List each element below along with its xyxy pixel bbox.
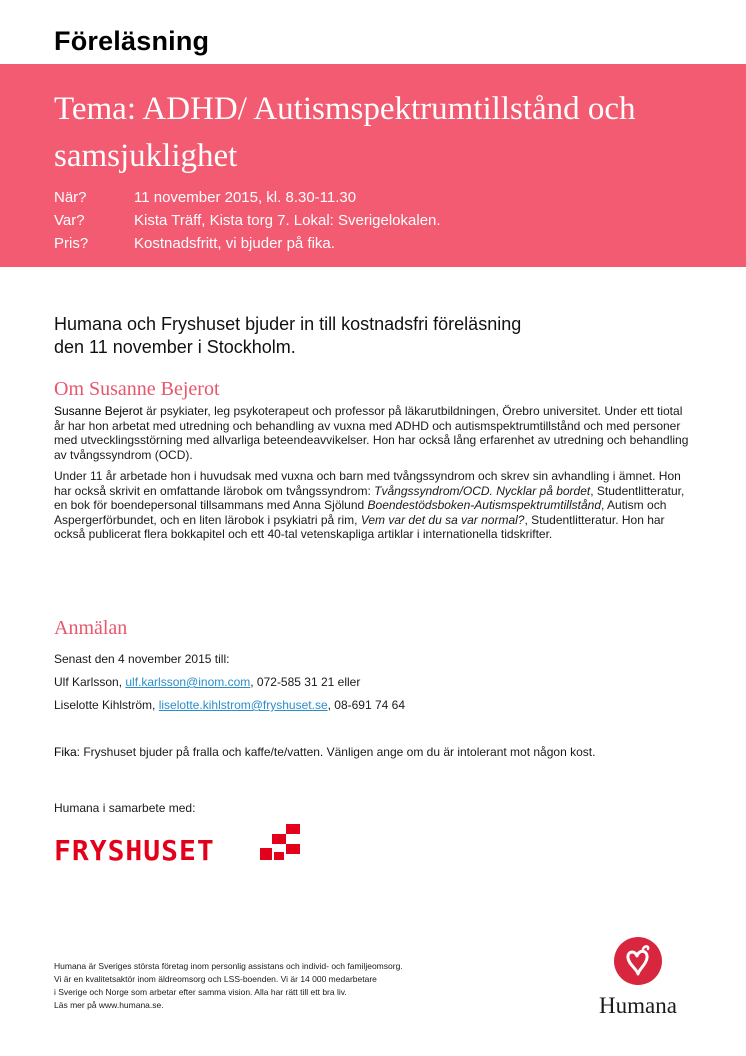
footer-line: Läs mer på www.humana.se.	[54, 1000, 164, 1010]
paragraph-text: är psykiater, leg psykoterapeut och professor på läkarutbildningen, Örebro universitet. Under ett tiotal år har hon arbetat med utredning och behandling av vuxna med ADHD och autismspektrumtillstånd och med personer med utvecklingsstörning med allvarliga beteendeavvikelser. Hon har också lång erfarenhet av utredning och behandling av tvångssyndrom (OCD).	[54, 404, 689, 462]
registration-deadline: Senast den 4 november 2015 till:	[54, 652, 230, 666]
email-link[interactable]: ulf.karlsson@inom.com	[125, 675, 251, 689]
intro-line: den 11 november i Stockholm.	[54, 337, 296, 357]
registration-heading: Anmälan	[54, 617, 128, 639]
humana-wordmark: Humana	[599, 993, 677, 1018]
about-text	[54, 404, 694, 542]
humana-logo-icon	[613, 936, 663, 986]
info-value: 11 november 2015, kl. 8.30-11.30	[134, 189, 357, 206]
info-key: Var?	[54, 212, 85, 229]
fryshuset-logo-graphic	[54, 822, 306, 866]
info-value: Kostnadsfritt, vi bjuder på fika.	[134, 235, 335, 252]
paragraph-text: , Studentlitteratur. Hon har också publicerat flera bokkapitel och ett 40-tal vetenskapliga artiklar i internationella tidskrifter.	[54, 512, 665, 541]
book-title: Vem var det du sa var normal?	[360, 512, 525, 527]
paragraph-text: , Autism och Aspergerförbundet, och en liten lärobok i psykiatri på rim,	[54, 498, 667, 527]
contact-name: Liselotte Kihlström,	[54, 698, 159, 712]
about-paragraph	[54, 469, 694, 542]
intro-line: Humana och Fryshuset bjuder in till kostnadsfri föreläsning	[54, 314, 522, 334]
fika-text: : Fryshuset bjuder på fralla och kaffe/te/vatten. Vänligen ange om du är intolerant mot någon kost.	[76, 745, 596, 759]
contact-name: Ulf Karlsson,	[54, 675, 126, 689]
info-key: Pris?	[54, 235, 89, 252]
fryshuset-pixel-mark	[260, 824, 300, 860]
contact-line	[54, 675, 360, 689]
email-link[interactable]: liselotte.kihlstrom@fryshuset.se	[158, 698, 328, 712]
speaker-name: Susanne Bejerot	[54, 404, 143, 418]
footer-line: i Sverige och Norge som arbetar efter samma vision. Alla har rätt till ett bra liv.	[54, 987, 347, 997]
paragraph-text: Under 11 år arbetade hon i huvudsak med vuxna och barn med tvångssyndrom och skrev sin avhandling i ämnet. Hon har också skrivit en omfattande lärobok om tvångssyndrom:	[54, 469, 681, 498]
book-title: Tvångssyndrom/OCD. Nycklar på bordet	[374, 483, 591, 498]
book-title: Boendestödsboken-Autismspektrumtillstånd	[367, 498, 601, 512]
info-key: När?	[54, 189, 87, 206]
footer-line: Humana är Sveriges största företag inom personlig assistans och individ- och familjeomsorg.	[54, 961, 403, 971]
event-banner	[0, 64, 746, 267]
contact-phone: , 072-585 31 21 eller	[250, 675, 361, 689]
contact-line	[54, 698, 405, 712]
contact-phone: , 08-691 74 64	[327, 698, 406, 712]
humana-logo	[586, 936, 690, 1019]
document-type-label: Föreläsning	[54, 26, 210, 56]
fryshuset-logo	[54, 822, 306, 871]
paragraph-text: , Studentlitteratur, en bok för boendepersonal tillsammans med Anna Sjölund	[54, 483, 685, 512]
event-title: Tema: ADHD/ Autismspektrumtillstånd och samsjuklighet	[54, 91, 636, 174]
about-heading: Om Susanne Bejerot	[54, 378, 220, 400]
info-value: Kista Träff, Kista torg 7. Lokal: Sverigelokalen.	[134, 212, 441, 229]
fika-label: Fika	[54, 745, 77, 759]
about-paragraph	[54, 404, 694, 462]
intro-text	[54, 313, 654, 359]
partner-label: Humana i samarbete med:	[54, 801, 196, 815]
footer-line: Vi är en kvalitetsaktör inom äldreomsorg och LSS-boenden. Vi är 14 000 medarbetare	[54, 974, 377, 984]
fryshuset-wordmark: FRYSHUSET	[54, 834, 215, 866]
fika-note	[54, 745, 595, 759]
footer-text	[54, 960, 534, 1012]
